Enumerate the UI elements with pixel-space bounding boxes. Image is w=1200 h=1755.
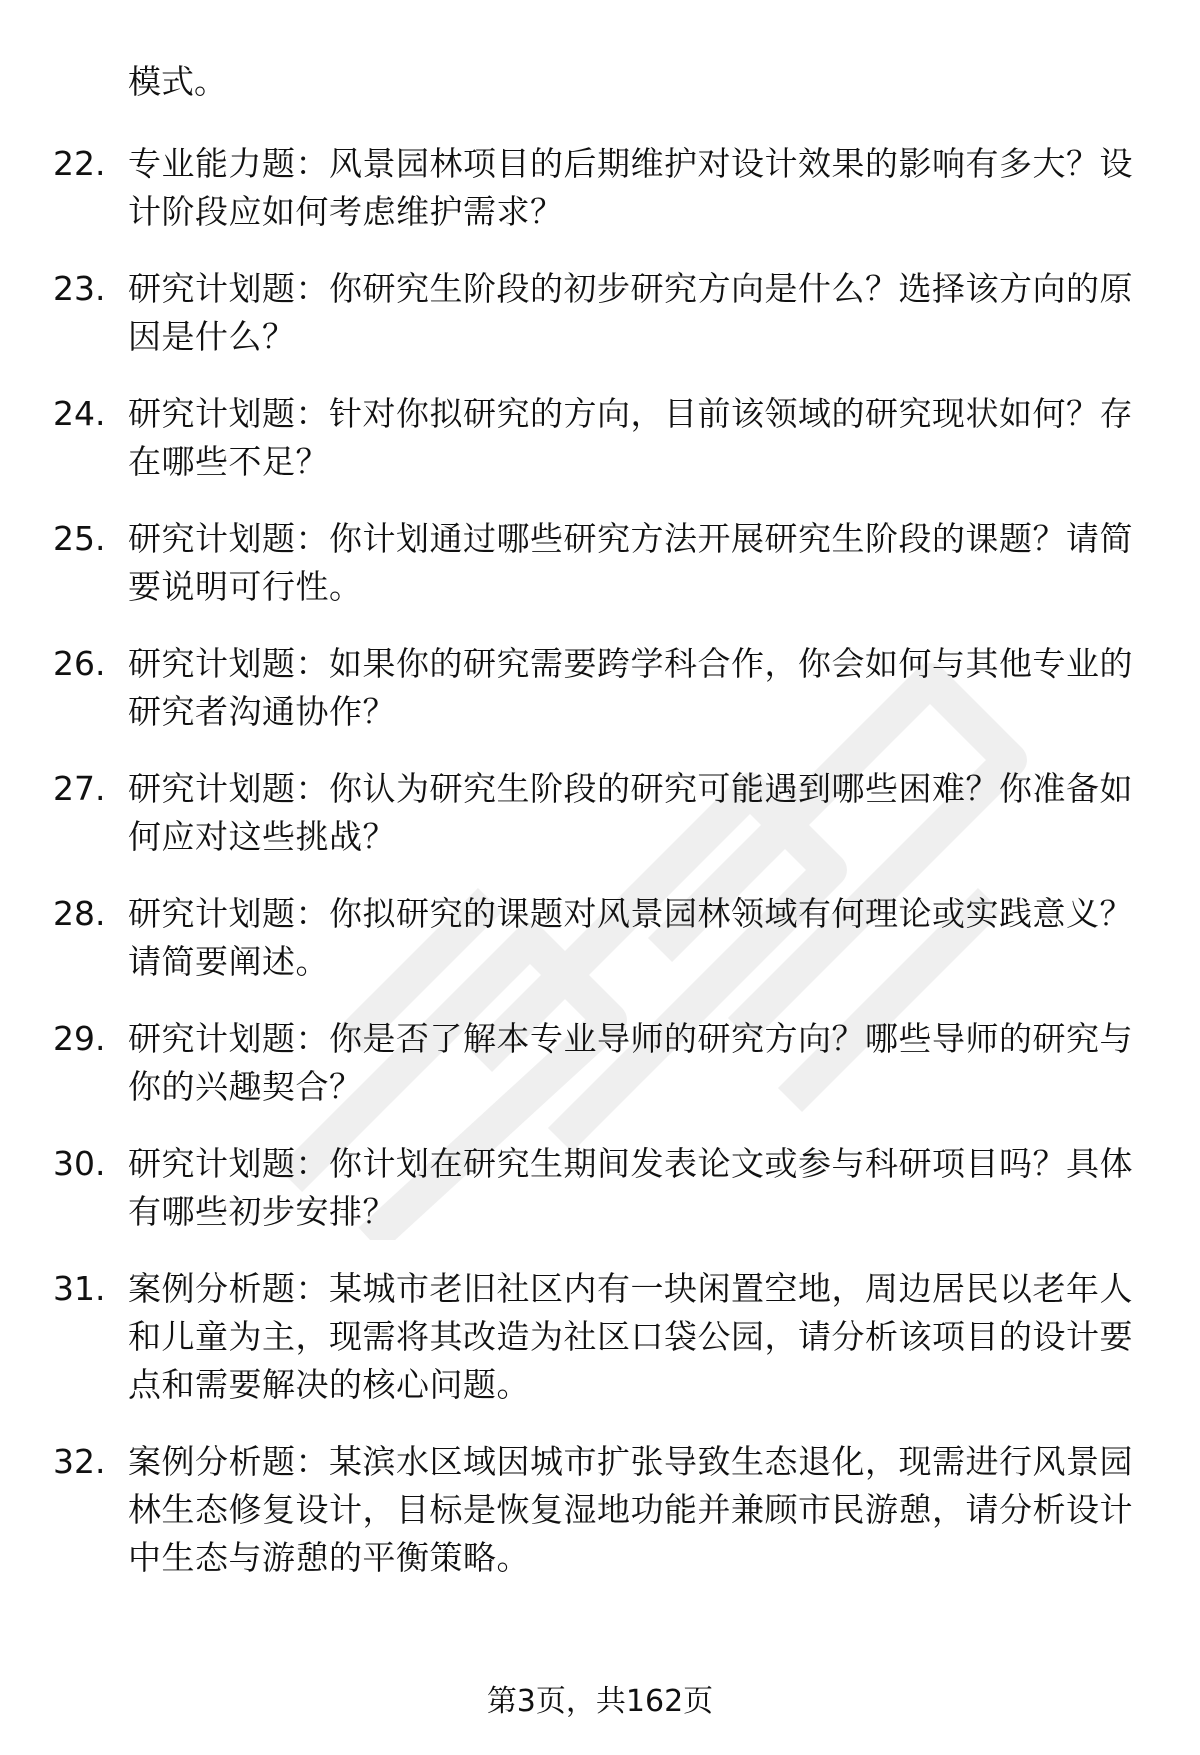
question-number: 32. <box>53 1442 106 1481</box>
question-text: 研究计划题：你计划在研究生期间发表论文或参与科研项目吗？具体有哪些初步安排？ <box>128 1144 1133 1231</box>
question-number: 23. <box>53 269 106 308</box>
question-number: 24. <box>53 394 106 433</box>
question-text: 研究计划题：你拟研究的课题对风景园林领域有何理论或实践意义？请简要阐述。 <box>128 894 1133 981</box>
page-number-footer: 第3页，共162页 <box>486 1684 714 1719</box>
question-text: 研究计划题：如果你的研究需要跨学科合作，你会如何与其他专业的研究者沟通协作？ <box>128 644 1133 731</box>
question-text: 案例分析题：某滨水区域因城市扩张导致生态退化，现需进行风景园林生态修复设计，目标是恢复湿地功能并兼顾市民游憩，请分析设计中生态与游憩的平衡策略。 <box>128 1442 1133 1577</box>
question-text: 专业能力题：风景园林项目的后期维护对设计效果的影响有多大？设计阶段应如何考虑维护需求？ <box>128 144 1133 231</box>
question-item <box>0 765 1200 861</box>
question-number: 31. <box>53 1269 106 1308</box>
intro-continuation: 模式。 <box>128 62 227 101</box>
question-number: 26. <box>53 644 106 683</box>
question-text: 案例分析题：某城市老旧社区内有一块闲置空地，周边居民以老年人和儿童为主，现需将其改造为社区口袋公园，请分析该项目的设计要点和需要解决的核心问题。 <box>128 1269 1133 1404</box>
question-number: 22. <box>53 144 106 183</box>
question-item <box>0 1015 1200 1111</box>
question-item <box>0 265 1200 361</box>
question-item <box>0 640 1200 736</box>
question-number: 27. <box>53 769 106 808</box>
question-item <box>0 1438 1200 1582</box>
question-text: 研究计划题：针对你拟研究的方向，目前该领域的研究现状如何？存在哪些不足？ <box>128 394 1133 481</box>
question-number: 28. <box>53 894 106 933</box>
question-number: 29. <box>53 1019 106 1058</box>
question-text: 研究计划题：你研究生阶段的初步研究方向是什么？选择该方向的原因是什么？ <box>128 269 1133 356</box>
question-item <box>0 890 1200 986</box>
question-text: 研究计划题：你计划通过哪些研究方法开展研究生阶段的课题？请简要说明可行性。 <box>128 519 1133 606</box>
question-item <box>0 140 1200 236</box>
question-number: 25. <box>53 519 106 558</box>
question-number: 30. <box>53 1144 106 1183</box>
question-item <box>0 1265 1200 1409</box>
question-list <box>0 140 1200 1611</box>
question-text: 研究计划题：你认为研究生阶段的研究可能遇到哪些困难？你准备如何应对这些挑战？ <box>128 769 1133 856</box>
question-text: 研究计划题：你是否了解本专业导师的研究方向？哪些导师的研究与你的兴趣契合？ <box>128 1019 1133 1106</box>
question-item <box>0 1140 1200 1236</box>
question-item <box>0 390 1200 486</box>
question-item <box>0 515 1200 611</box>
